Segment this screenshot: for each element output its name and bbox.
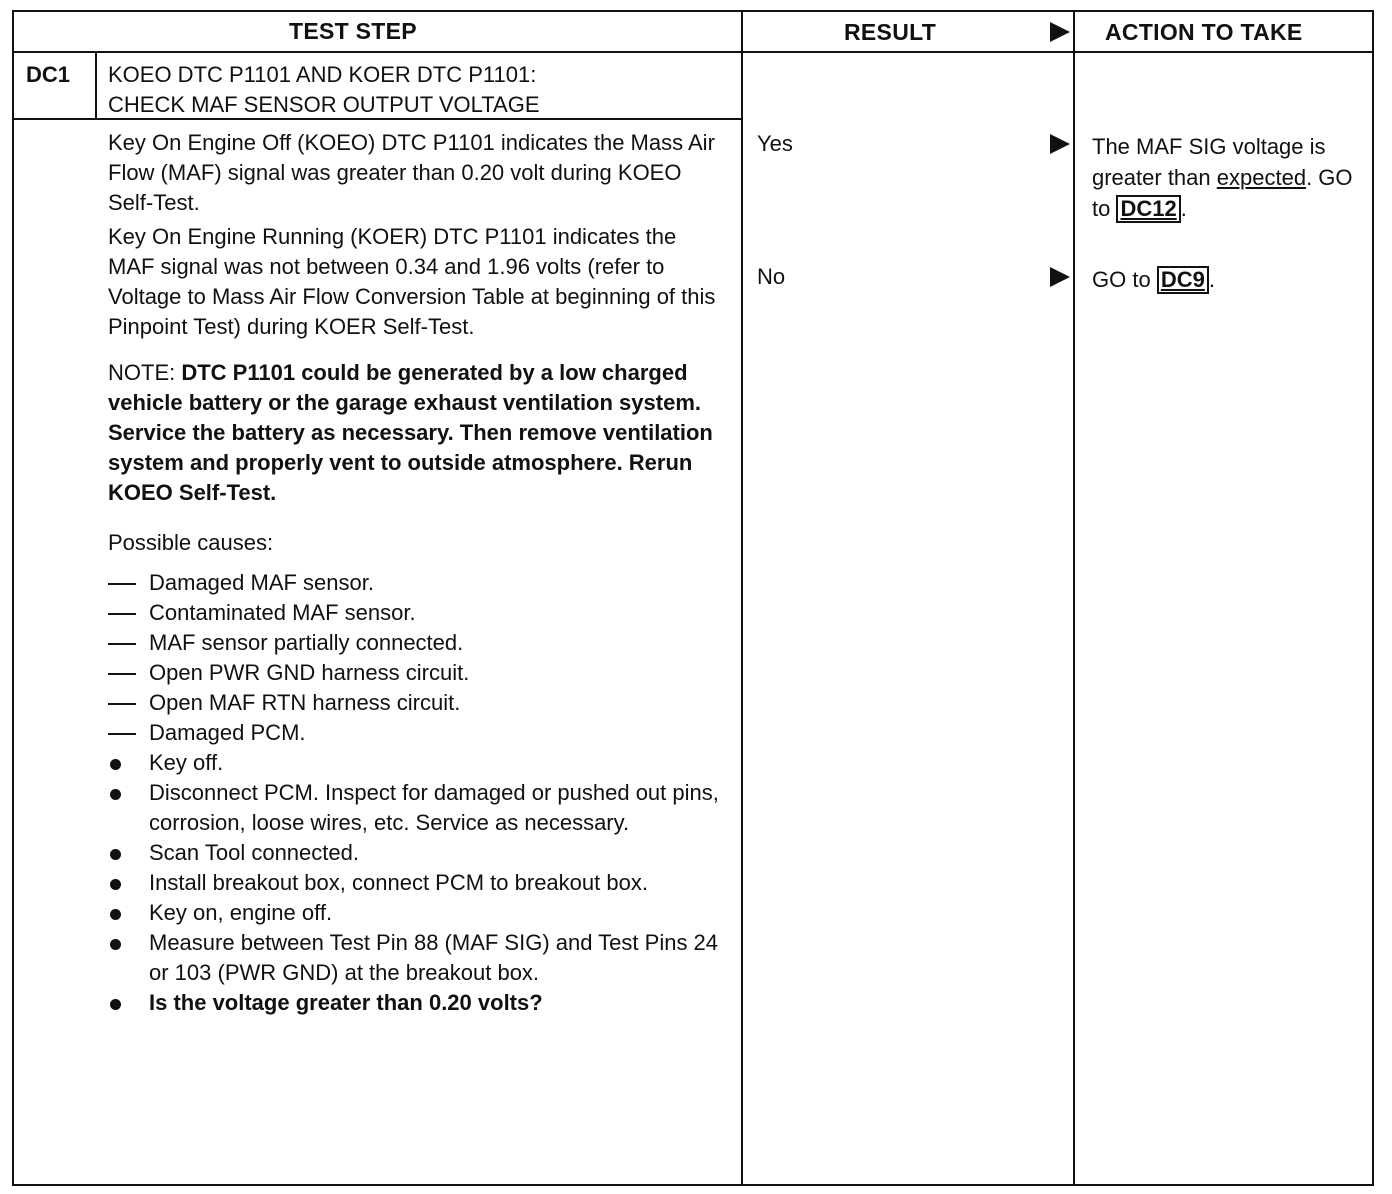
column-divider-result [741, 10, 743, 1186]
bullet-icon [110, 999, 121, 1010]
cause-item: MAF sensor partially connected. [108, 628, 720, 658]
dash-icon [108, 613, 136, 615]
procedure-item: Measure between Test Pin 88 (MAF SIG) and Test Pins 24 or 103 (PWR GND) at the breakout box. [108, 928, 720, 988]
result-yes-arrow-icon [1050, 134, 1070, 154]
result-yes: Yes [757, 131, 793, 156]
note-paragraph [108, 358, 720, 508]
test-step-body [108, 128, 720, 1018]
dash-icon [108, 643, 136, 645]
action-no: GO to DC9 . [1092, 267, 1215, 292]
cause-item: Damaged MAF sensor. [108, 568, 720, 598]
action-yes-expected: expected [1216, 165, 1307, 190]
dash-icon [108, 673, 136, 675]
step-id-divider [95, 51, 97, 119]
bullet-icon [110, 849, 121, 860]
result-no: No [757, 264, 786, 289]
action-yes: The MAF SIG voltage is greater than expected. GO to DC12 . [1092, 134, 1353, 221]
action-no-go: GO to [1092, 267, 1151, 292]
cause-item: Open MAF RTN harness circuit. [108, 688, 720, 718]
note-label: NOTE: [108, 360, 176, 385]
procedure-question: Is the voltage greater than 0.20 volts? [108, 988, 720, 1018]
cause-item: Open PWR GND harness circuit. [108, 658, 720, 688]
result-no-arrow-icon [1050, 267, 1070, 287]
procedure-item: Disconnect PCM. Inspect for damaged or pushed out pins, corrosion, loose wires, etc. Service as necessary. [108, 778, 720, 838]
procedure-item: Scan Tool connected. [108, 838, 720, 868]
bullet-icon [110, 939, 121, 950]
goto-dc12-link[interactable]: DC12 [1116, 195, 1180, 223]
bullet-icon [110, 789, 121, 800]
header-test-step: TEST STEP [289, 18, 417, 44]
koer-description: Key On Engine Running (KOER) DTC P1101 indicates the MAF signal was not between 0.34 and 1.96 volts (refer to Voltage to Mass Air Flow Conversion Table at beginning of this Pinpoint Test) during KOER Self-Test. [108, 224, 716, 339]
header-arrow-icon [1050, 22, 1070, 42]
table-border-bottom [12, 1184, 1374, 1186]
procedure-item: Key off. [108, 748, 720, 778]
bullet-icon [110, 879, 121, 890]
koeo-description: Key On Engine Off (KOEO) DTC P1101 indicates the Mass Air Flow (MAF) signal was greater than 0.20 volt during KOEO Self-Test. [108, 130, 715, 215]
action-yes-text: The MAF SIG voltage is greater than [1092, 134, 1326, 190]
header-action-to-take: ACTION TO TAKE [1105, 19, 1303, 45]
bullet-icon [110, 909, 121, 920]
possible-causes-heading: Possible causes: [108, 530, 274, 555]
procedure-item: Install breakout box, connect PCM to breakout box. [108, 868, 720, 898]
procedure-item: Key on, engine off. [108, 898, 720, 928]
step-id: DC1 [26, 62, 71, 87]
bullet-icon [110, 759, 121, 770]
header-result: RESULT [844, 19, 937, 45]
header-divider [12, 51, 1374, 53]
table-border-left [12, 10, 14, 1186]
dash-icon [108, 733, 136, 735]
dash-icon [108, 703, 136, 705]
cause-item: Damaged PCM. [108, 718, 720, 748]
cause-item: Contaminated MAF sensor. [108, 598, 720, 628]
table-border-right [1372, 10, 1374, 1186]
step-title-line-2: CHECK MAF SENSOR OUTPUT VOLTAGE [108, 92, 540, 117]
note-text: DTC P1101 could be generated by a low charged vehicle battery or the garage exhaust ventilation system. Service the battery as necessary. Then remove ventilation system and properly vent to outside atmosphere. Rerun KOEO Self-Test. [108, 360, 713, 505]
step-title [108, 60, 728, 120]
step-title-line-1: KOEO DTC P1101 AND KOER DTC P1101: [108, 62, 537, 87]
goto-dc9-link[interactable]: DC9 [1157, 266, 1209, 294]
table-border-top [12, 10, 1374, 12]
action-yes-go: . GO to [1092, 165, 1353, 221]
column-divider-action [1073, 10, 1075, 1186]
dash-icon [108, 583, 136, 585]
